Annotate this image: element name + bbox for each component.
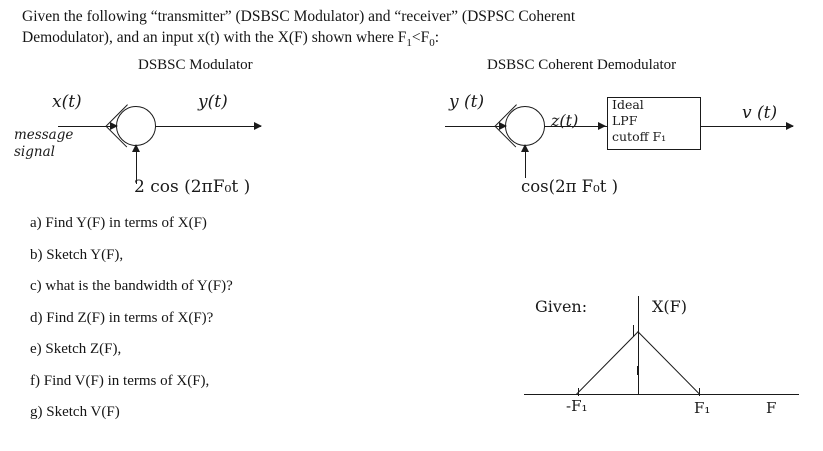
spectrum-signal-label: X(F) [652, 297, 687, 316]
problem-statement [22, 6, 722, 54]
spectrum-axis-label: F [766, 399, 777, 417]
modulator-output-line [156, 126, 261, 127]
spectrum-right-tick-label: F₁ [694, 399, 711, 417]
filter-line-2: LPF [612, 113, 638, 128]
demodulator-mid-arrow-icon [598, 122, 606, 130]
question-item-c: c) what is the bandwidth of Y(F)? [30, 278, 233, 294]
demodulator-carrier-arrow-icon [521, 144, 529, 152]
spectrum-triangle-right-side [637, 331, 700, 395]
mixer-cross-stroke-2 [106, 104, 128, 126]
intro-line-2 [22, 27, 722, 54]
demodulator-mixer [505, 106, 545, 146]
intro-line-1: Given the following “transmitter” (DSBSC Modulator) and “receiver” (DSPSC Coherent [22, 8, 576, 25]
question-item-e: e) Sketch Z(F), [30, 341, 122, 357]
modulator-carrier-label: 2 cos (2πF₀t ) [134, 177, 251, 197]
question-item-b: b) Sketch Y(F), [30, 246, 124, 263]
intro-line-2-part-a: Demodulator), and an input x(t) with the X(F) shown where F [22, 29, 407, 46]
spectrum-left-tick-label: -F₁ [566, 397, 588, 415]
intro-subscript-1: 1 [406, 37, 412, 50]
filter-line-3: cutoff F₁ [612, 129, 667, 144]
modulator-output-arrow-icon [254, 122, 262, 130]
given-label: Given: [535, 297, 588, 316]
spectrum-peak-tick [633, 325, 634, 337]
lowpass-filter-text [612, 97, 702, 145]
demodulator-carrier-label: cos(2π F₀t ) [521, 177, 619, 196]
question-item-a: a) Find Y(F) in terms of X(F) [30, 215, 207, 231]
intro-line-2-part-c: : [434, 29, 440, 46]
spectrum-triangle-left-side [576, 331, 639, 395]
demodulator-mid-label: z(t) [551, 111, 579, 130]
demodulator-diagram-title: DSBSC Coherent Demodulator [487, 57, 677, 73]
modulator-output-label: y(t) [198, 92, 228, 112]
intro-line-2-part-b: <F [411, 29, 430, 46]
modulator-carrier-arrow-icon [132, 144, 140, 152]
intro-subscript-2: 0 [429, 37, 435, 50]
mixer-cross-stroke-1 [105, 126, 127, 148]
mixer-cross-stroke-1 [494, 126, 516, 148]
demodulator-output-line [701, 126, 793, 127]
question-item-d: d) Find Z(F) in terms of X(F)? [30, 309, 214, 326]
demodulator-output-arrow-icon [786, 122, 794, 130]
spectrum-horizontal-axis [524, 394, 799, 395]
question-item-g: g) Sketch V(F) [30, 404, 120, 420]
mixer-cross-stroke-2 [495, 104, 517, 126]
demodulator-output-label: v (t) [742, 103, 778, 123]
filter-line-1: Ideal [612, 97, 644, 112]
modulator-mixer [116, 106, 156, 146]
spectrum-left-tick [578, 388, 579, 396]
question-item-f: f) Find V(F) in terms of X(F), [30, 372, 210, 389]
modulator-diagram-title: DSBSC Modulator [138, 57, 253, 73]
question-list [30, 208, 233, 429]
modulator-input-note-1: message [14, 127, 74, 143]
spectrum-center-tick [637, 366, 638, 375]
demodulator-input-label: y (t) [449, 92, 485, 112]
spectrum-vertical-axis [638, 296, 639, 394]
modulator-input-label: x(t) [52, 92, 82, 112]
spectrum-right-tick [699, 388, 700, 396]
modulator-input-note-2: signal [14, 144, 55, 160]
